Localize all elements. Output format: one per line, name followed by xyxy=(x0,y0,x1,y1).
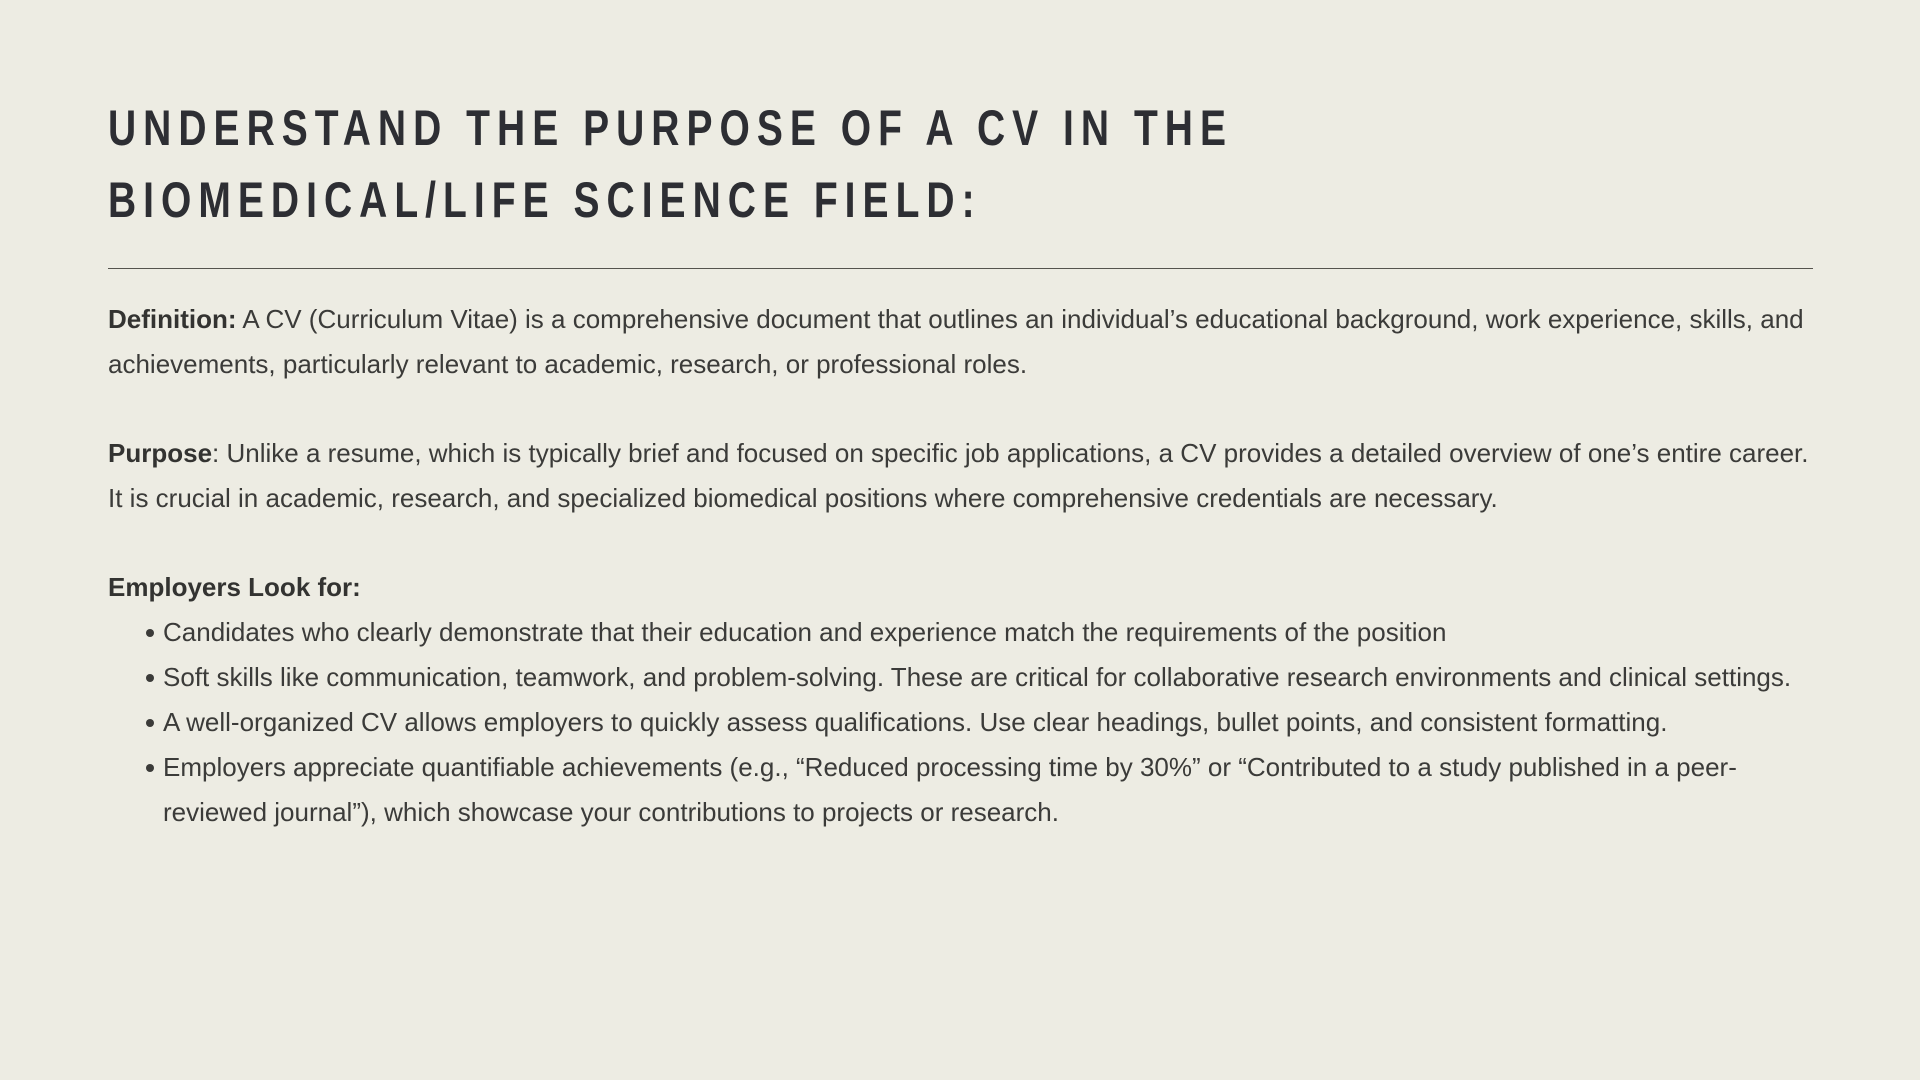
purpose-label: Purpose xyxy=(108,438,213,468)
list-item-text: Candidates who clearly demonstrate that their education and experience match the requirements of the position xyxy=(163,617,1447,647)
employers-look-for-label xyxy=(108,565,1813,610)
list-item-text: A well-organized CV allows employers to quickly assess qualifications. Use clear headings, bullet points, and consistent formatting. xyxy=(163,707,1668,737)
bullet-dot xyxy=(146,719,154,727)
employers-bullet-list xyxy=(108,610,1813,835)
list-item xyxy=(108,610,1813,655)
page-title xyxy=(108,92,1438,236)
bullet-dot xyxy=(146,629,154,637)
page-title-line1: UNDERSTAND THE PURPOSE OF A CV IN THE xyxy=(108,100,1234,156)
divider-line xyxy=(108,268,1813,269)
list-item xyxy=(108,745,1813,835)
definition-paragraph xyxy=(108,297,1813,387)
bullet-dot xyxy=(146,764,154,772)
list-item-text: Employers appreciate quantifiable achievements (e.g., “Reduced processing time by 30%” or “Contributed to a study published in a peer-reviewed journal”), which showcase your contributions to projects or research. xyxy=(163,752,1737,827)
purpose-text: Unlike a resume, which is typically brief and focused on specific job applications, a CV provides a detailed overview of one’s entire career. It is crucial in academic, research, and specialized biomedical positions where comprehensive credentials are necessary. xyxy=(108,438,1809,513)
definition-text: A CV (Curriculum Vitae) is a comprehensive document that outlines an individual’s educational background, work experience, skills, and achievements, particularly relevant to academic, research, or professional roles. xyxy=(108,304,1804,379)
purpose-separator: : xyxy=(212,438,227,468)
page-title-line2: BIOMEDICAL/LIFE SCIENCE FIELD: xyxy=(108,172,982,228)
purpose-paragraph xyxy=(108,431,1813,521)
list-item xyxy=(108,700,1813,745)
definition-label: Definition: xyxy=(108,304,237,334)
list-item-text: Soft skills like communication, teamwork, and problem-solving. These are critical for collaborative research environments and clinical settings. xyxy=(163,662,1792,692)
bullet-dot xyxy=(146,674,154,682)
employers-look-for-text: Employers Look for: xyxy=(108,572,361,602)
list-item xyxy=(108,655,1813,700)
